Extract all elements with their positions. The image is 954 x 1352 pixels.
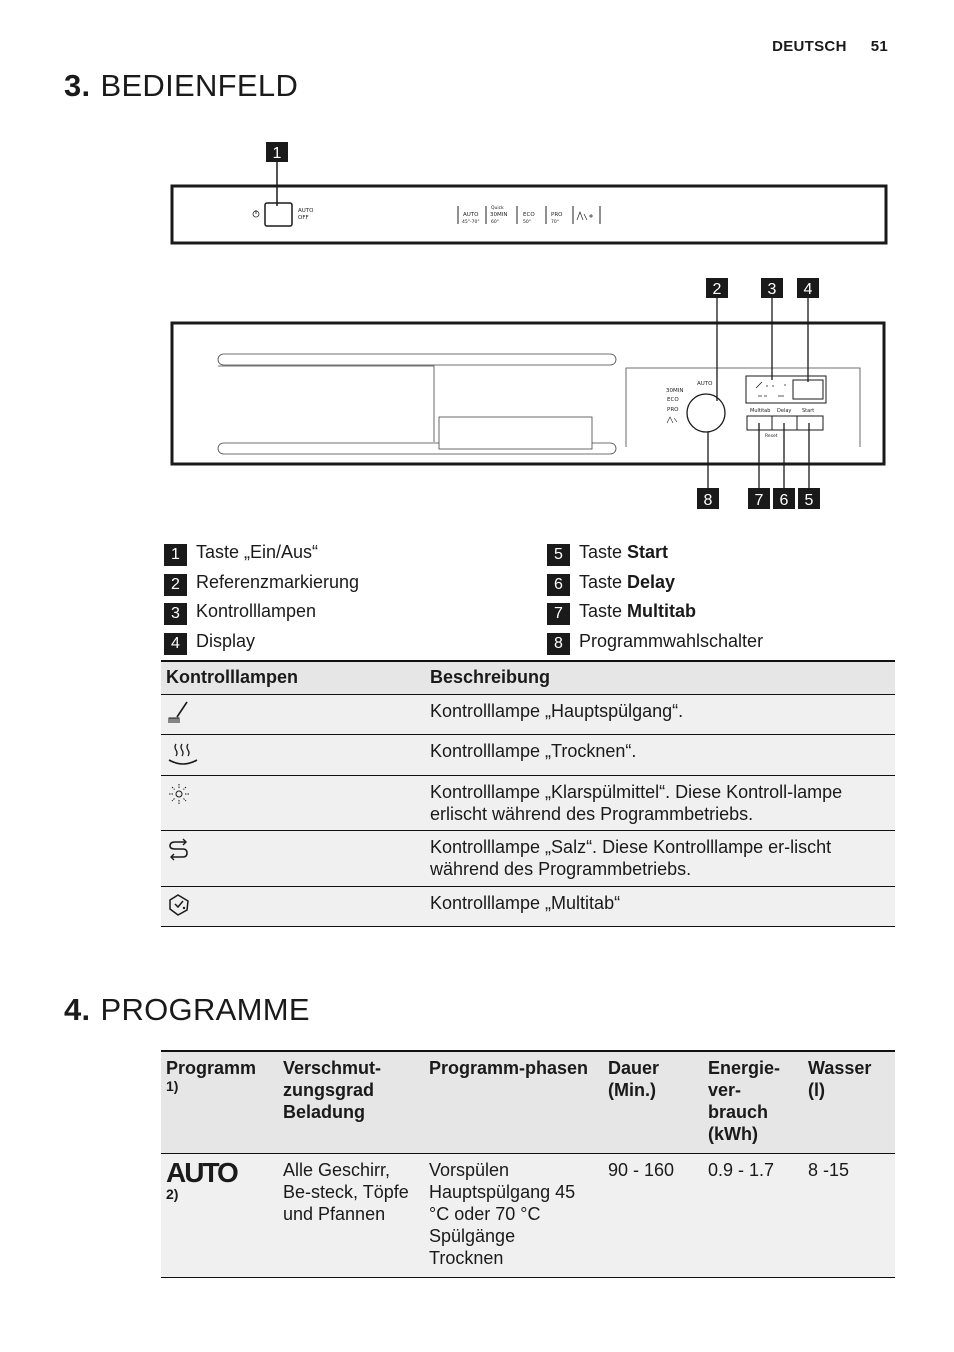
- off-label: OFF: [298, 215, 309, 221]
- program-pro-label: PRO: [551, 212, 563, 218]
- legend-item: 8 Programmwahlschalter: [547, 629, 763, 659]
- column-header-water: Wasser (l): [803, 1051, 895, 1153]
- legend-item: 3 Kontrolllampen: [164, 599, 359, 629]
- program-30min-temp: 60°: [491, 220, 499, 225]
- on-off-button[interactable]: [265, 203, 292, 226]
- program-table: [161, 1050, 895, 1278]
- program-30min-label: 30MIN: [490, 212, 508, 218]
- program-eco-label: ECO: [523, 212, 535, 218]
- column-header-phases: Programm-phasen: [424, 1051, 603, 1153]
- table-row: [161, 1153, 895, 1277]
- legend-item: 6 Taste Delay: [547, 570, 763, 600]
- salt-icon: [166, 836, 192, 862]
- section-title-programme: 4. PROGRAMME: [64, 992, 310, 1027]
- svg-text:7: 7: [754, 492, 764, 509]
- main-wash-icon: [166, 700, 192, 726]
- program-cell: [161, 1153, 278, 1277]
- control-panel-svg: [160, 130, 900, 520]
- duration-cell: 90 - 160: [603, 1153, 703, 1277]
- indicator-description: Kontrolllampe „Multitab“: [425, 886, 895, 926]
- page-number: 51: [870, 38, 888, 55]
- indicator-description: Kontrolllampe „Hauptspülgang“.: [425, 694, 895, 734]
- auto-program-logo: AUTO: [166, 1156, 237, 1188]
- program-auto-label: AUTO: [463, 212, 479, 218]
- phases-cell: [424, 1153, 603, 1277]
- program-auto-temp: 45°-70°: [462, 220, 480, 225]
- knob-label-pro: PRO: [667, 407, 679, 413]
- door-recess: [439, 417, 592, 449]
- table-row: [161, 734, 895, 775]
- column-header-description: Beschreibung: [425, 661, 895, 694]
- button-label-start: Start: [802, 408, 815, 414]
- indicator-description: Kontrolllampe „Klarspülmittel“. Diese Kontroll-lampe erlischt während des Programmbetriebs.: [425, 775, 895, 830]
- legend-item: 4 Display: [164, 629, 359, 659]
- phase-item: Spülgänge: [429, 1225, 516, 1246]
- knob-label-30min: 30MIN: [666, 388, 684, 394]
- table-row: [161, 830, 895, 886]
- rinse-aid-icon: [166, 781, 192, 807]
- control-panel-diagram: [160, 130, 900, 520]
- multitab-icon: [166, 892, 192, 918]
- energy-cell: 0.9 - 1.7: [703, 1153, 803, 1277]
- indicator-description: Kontrolllampe „Trocknen“.: [425, 734, 895, 775]
- language-label: DEUTSCH: [772, 38, 847, 55]
- page-header: [772, 38, 888, 55]
- indicator-table: [161, 660, 895, 927]
- svg-text:2: 2: [712, 281, 722, 298]
- program-pro-temp: 70°: [551, 220, 559, 225]
- svg-text:3: 3: [767, 281, 777, 298]
- phase-item: Trocknen: [429, 1247, 504, 1268]
- legend-right-column: [547, 540, 763, 658]
- table-row: [161, 886, 895, 926]
- program-selector-knob[interactable]: [687, 394, 725, 432]
- svg-text:6: 6: [779, 492, 789, 509]
- svg-text:8: 8: [703, 492, 713, 509]
- column-header-indicators: Kontrolllampen: [161, 661, 425, 694]
- drying-icon: [166, 740, 200, 768]
- column-header-duration: Dauer (Min.): [603, 1051, 703, 1153]
- button-label-delay: Delay: [777, 408, 792, 414]
- svg-text:5: 5: [804, 492, 814, 509]
- reset-label: Reset: [765, 434, 778, 439]
- soil-cell: Alle Geschirr, Be-steck, Töpfe und Pfannen: [278, 1153, 424, 1277]
- phase-item: Hauptspülgang 45 °C oder 70 °C: [429, 1181, 576, 1224]
- column-header-soil-level: Verschmut-zungsgrad Beladung: [278, 1051, 424, 1153]
- table-row: [161, 694, 895, 734]
- legend-item: 1 Taste „Ein/Aus“: [164, 540, 359, 570]
- indicator-description: Kontrolllampe „Salz“. Diese Kontrolllampe er-lischt während des Programmbetriebs.: [425, 830, 895, 886]
- svg-text:1: 1: [272, 145, 282, 162]
- handle-top: [218, 354, 616, 365]
- column-header-energy: Energie-ver-brauch (kWh): [703, 1051, 803, 1153]
- knob-label-auto: AUTO: [697, 381, 713, 387]
- phase-item: Vorspülen: [429, 1159, 510, 1180]
- program-note: 2): [166, 1185, 179, 1202]
- auto-label: AUTO: [298, 208, 314, 214]
- button-label-multitab: Multitab: [750, 408, 771, 414]
- section-title-bedienfeld: 3. BEDIENFELD: [64, 68, 299, 103]
- knob-label-eco: ECO: [667, 397, 679, 403]
- water-cell: 8 -15: [803, 1153, 895, 1277]
- display-window: [793, 380, 823, 399]
- table-row: [161, 775, 895, 830]
- table-header-row: [161, 1051, 895, 1153]
- legend-left-column: [164, 540, 359, 658]
- svg-text:4: 4: [803, 281, 813, 298]
- legend-item: 7 Taste Multitab: [547, 599, 763, 629]
- legend-item: 5 Taste Start: [547, 540, 763, 570]
- program-eco-temp: 50°: [523, 220, 531, 225]
- program-quick-label: Quick: [491, 206, 504, 211]
- table-header-row: [161, 661, 895, 694]
- column-header-program: Programm 1): [161, 1051, 278, 1153]
- legend-item: 2 Referenzmarkierung: [164, 570, 359, 600]
